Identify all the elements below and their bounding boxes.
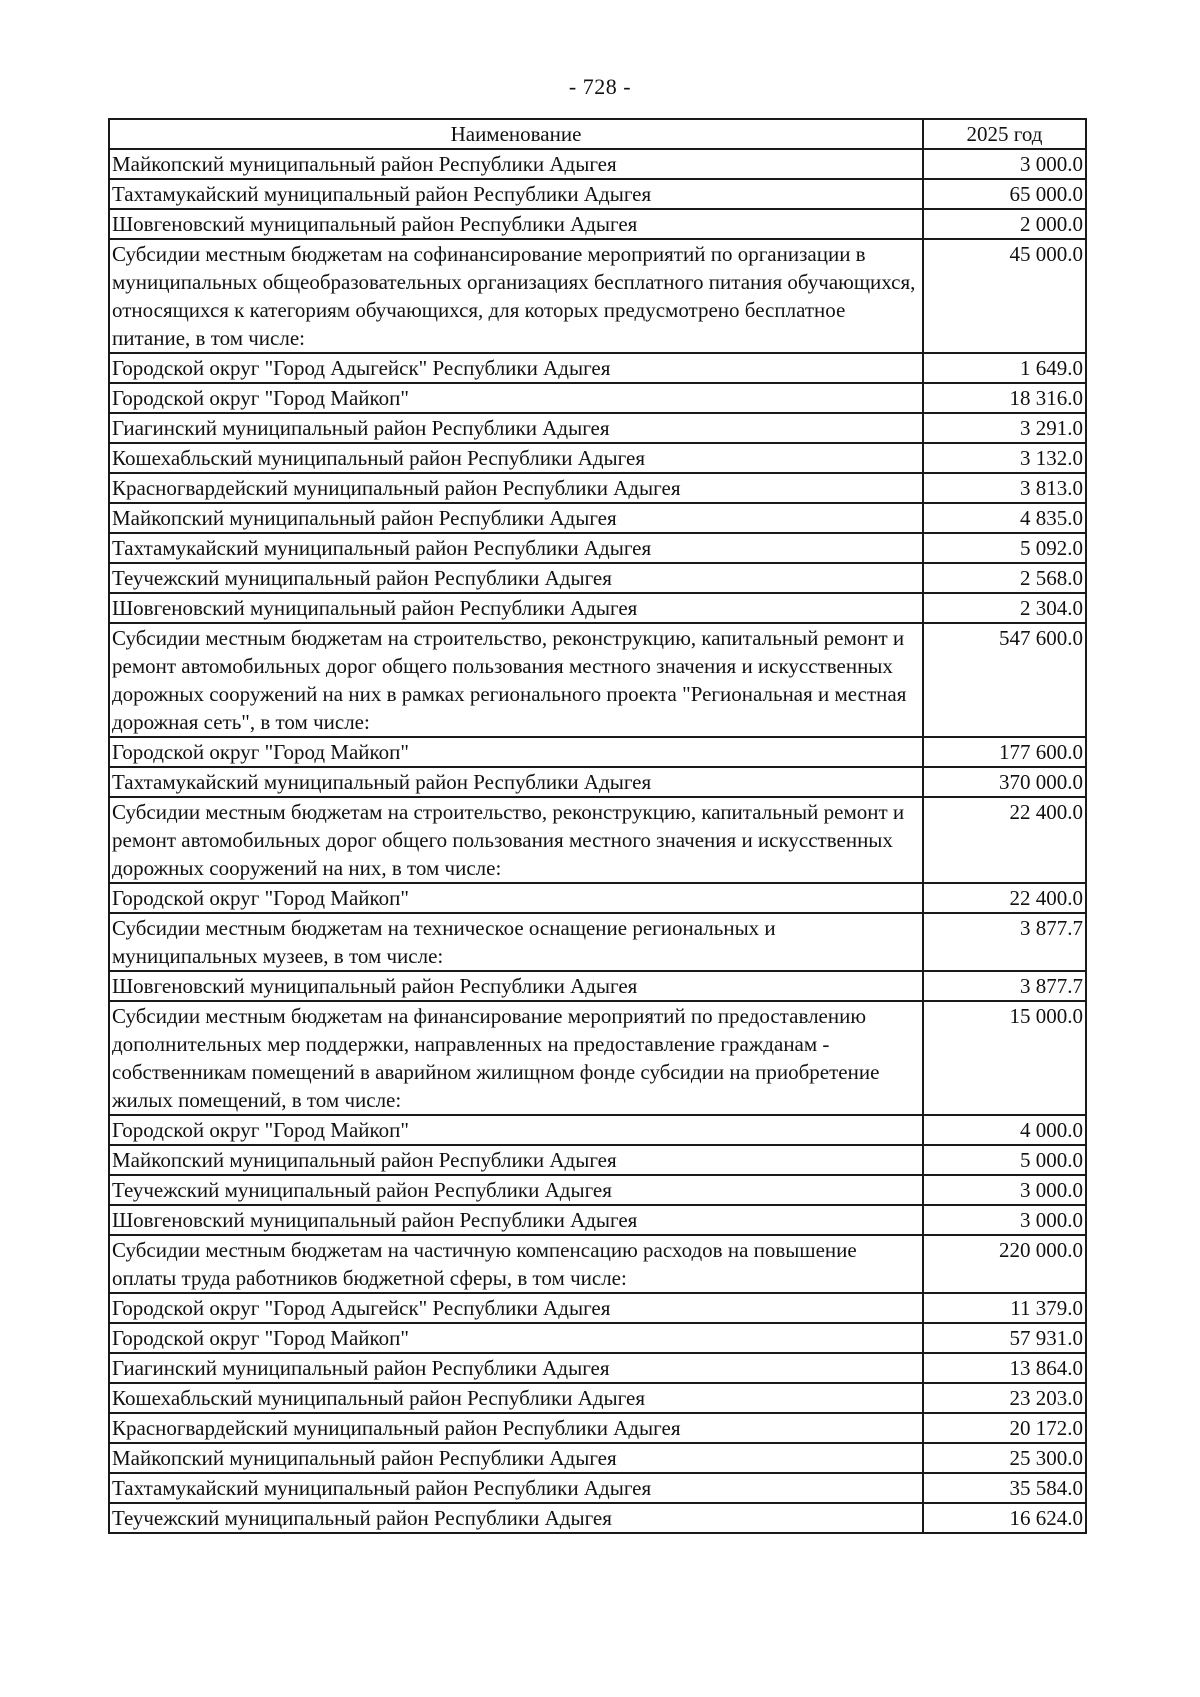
row-value: 11 379.0: [923, 1293, 1086, 1323]
row-value: 3 132.0: [923, 443, 1086, 473]
row-name: Городской округ "Город Майкоп": [109, 383, 923, 413]
row-name: Субсидии местным бюджетам на техническое оснащение региональных и муниципальных музеев, в том числе:: [109, 913, 923, 971]
row-value: 2 568.0: [923, 563, 1086, 593]
row-name: Тахтамукайский муниципальный район Республики Адыгея: [109, 179, 923, 209]
row-name: Майкопский муниципальный район Республики Адыгея: [109, 503, 923, 533]
table-row: [109, 443, 1086, 473]
row-name: Тахтамукайский муниципальный район Республики Адыгея: [109, 533, 923, 563]
table-row: [109, 209, 1086, 239]
table-row: [109, 353, 1086, 383]
row-name: Городской округ "Город Майкоп": [109, 1115, 923, 1145]
row-value: 2 304.0: [923, 593, 1086, 623]
table-row: [109, 1293, 1086, 1323]
row-value: 220 000.0: [923, 1235, 1086, 1293]
row-name: Городской округ "Город Майкоп": [109, 883, 923, 913]
row-name: Городской округ "Город Адыгейск" Республики Адыгея: [109, 353, 923, 383]
table-row: [109, 797, 1086, 883]
row-name: Майкопский муниципальный район Республики Адыгея: [109, 149, 923, 179]
row-name: Теучежский муниципальный район Республики Адыгея: [109, 1175, 923, 1205]
table-row: [109, 1175, 1086, 1205]
row-value: 3 877.7: [923, 913, 1086, 971]
row-value: 370 000.0: [923, 767, 1086, 797]
row-name: Шовгеновский муниципальный район Республики Адыгея: [109, 1205, 923, 1235]
row-value: 5 092.0: [923, 533, 1086, 563]
row-name: Городской округ "Город Адыгейск" Республики Адыгея: [109, 1293, 923, 1323]
table-row: [109, 767, 1086, 797]
row-value: 35 584.0: [923, 1473, 1086, 1503]
row-value: 3 000.0: [923, 149, 1086, 179]
table-row: [109, 533, 1086, 563]
table-row: [109, 623, 1086, 737]
header-year: 2025 год: [923, 119, 1086, 149]
table-row: [109, 1205, 1086, 1235]
row-value: 25 300.0: [923, 1443, 1086, 1473]
row-name: Майкопский муниципальный район Республики Адыгея: [109, 1145, 923, 1175]
table-row: [109, 1503, 1086, 1533]
row-name: Гиагинский муниципальный район Республики Адыгея: [109, 1353, 923, 1383]
table-row: [109, 1443, 1086, 1473]
row-name: Красногвардейский муниципальный район Республики Адыгея: [109, 473, 923, 503]
table-row: [109, 883, 1086, 913]
budget-table: [108, 118, 1087, 1534]
row-name: Гиагинский муниципальный район Республики Адыгея: [109, 413, 923, 443]
row-name: Шовгеновский муниципальный район Республики Адыгея: [109, 209, 923, 239]
table-row: [109, 593, 1086, 623]
table-row: [109, 179, 1086, 209]
table-row: [109, 1001, 1086, 1115]
row-value: 5 000.0: [923, 1145, 1086, 1175]
row-value: 3 877.7: [923, 971, 1086, 1001]
table-row: [109, 239, 1086, 353]
row-value: 4 000.0: [923, 1115, 1086, 1145]
row-value: 3 000.0: [923, 1205, 1086, 1235]
row-value: 22 400.0: [923, 797, 1086, 883]
table-row: [109, 1383, 1086, 1413]
table-row: [109, 383, 1086, 413]
row-name: Субсидии местным бюджетам на финансирование мероприятий по предоставлению дополнительных мер поддержки, направленных на предоставление гражданам - собственникам помещений в аварийном жилищном фонде субсидии на приобретение жилых помещений, в том числе:: [109, 1001, 923, 1115]
row-value: 18 316.0: [923, 383, 1086, 413]
table-header-row: [109, 119, 1086, 149]
row-value: 3 291.0: [923, 413, 1086, 443]
row-name: Шовгеновский муниципальный район Республики Адыгея: [109, 593, 923, 623]
row-value: 2 000.0: [923, 209, 1086, 239]
row-name: Субсидии местным бюджетам на софинансирование мероприятий по организации в муниципальных общеобразовательных организациях бесплатного питания обучающихся, относящихся к категориям обучающихся, для которых предусмотрено бесплатное питание, в том числе:: [109, 239, 923, 353]
row-name: Субсидии местным бюджетам на частичную компенсацию расходов на повышение оплаты труда работников бюджетной сферы, в том числе:: [109, 1235, 923, 1293]
table-row: [109, 971, 1086, 1001]
row-value: 1 649.0: [923, 353, 1086, 383]
row-name: Субсидии местным бюджетам на строительство, реконструкцию, капитальный ремонт и ремонт автомобильных дорог общего пользования местного значения и искусственных дорожных сооружений на них в рамках регионального проекта "Региональная и местная дорожная сеть", в том числе:: [109, 623, 923, 737]
row-value: 3 000.0: [923, 1175, 1086, 1205]
table-row: [109, 737, 1086, 767]
row-value: 177 600.0: [923, 737, 1086, 767]
row-value: 22 400.0: [923, 883, 1086, 913]
row-value: 16 624.0: [923, 1503, 1086, 1533]
row-value: 23 203.0: [923, 1383, 1086, 1413]
row-name: Кошехабльский муниципальный район Республики Адыгея: [109, 1383, 923, 1413]
table-row: [109, 1323, 1086, 1353]
row-value: 3 813.0: [923, 473, 1086, 503]
table-body: [109, 149, 1086, 1533]
row-value: 65 000.0: [923, 179, 1086, 209]
table-row: [109, 503, 1086, 533]
row-name: Городской округ "Город Майкоп": [109, 1323, 923, 1353]
row-name: Кошехабльский муниципальный район Республики Адыгея: [109, 443, 923, 473]
table-row: [109, 1115, 1086, 1145]
table-row: [109, 149, 1086, 179]
table-row: [109, 913, 1086, 971]
row-name: Шовгеновский муниципальный район Республики Адыгея: [109, 971, 923, 1001]
page-number: - 728 -: [568, 74, 632, 99]
row-value: 45 000.0: [923, 239, 1086, 353]
table-row: [109, 563, 1086, 593]
table-row: [109, 473, 1086, 503]
row-value: 15 000.0: [923, 1001, 1086, 1115]
row-name: Тахтамукайский муниципальный район Республики Адыгея: [109, 1473, 923, 1503]
row-name: Майкопский муниципальный район Республики Адыгея: [109, 1443, 923, 1473]
row-name: Тахтамукайский муниципальный район Республики Адыгея: [109, 767, 923, 797]
table-row: [109, 1145, 1086, 1175]
header-name: Наименование: [109, 119, 923, 149]
row-name: Красногвардейский муниципальный район Республики Адыгея: [109, 1413, 923, 1443]
row-name: Субсидии местным бюджетам на строительство, реконструкцию, капитальный ремонт и ремонт автомобильных дорог общего пользования местного значения и искусственных дорожных сооружений на них, в том числе:: [109, 797, 923, 883]
row-value: 547 600.0: [923, 623, 1086, 737]
row-name: Теучежский муниципальный район Республики Адыгея: [109, 563, 923, 593]
row-name: Теучежский муниципальный район Республики Адыгея: [109, 1503, 923, 1533]
table-row: [109, 1473, 1086, 1503]
row-value: 13 864.0: [923, 1353, 1086, 1383]
table-row: [109, 1353, 1086, 1383]
table-row: [109, 1235, 1086, 1293]
row-name: Городской округ "Город Майкоп": [109, 737, 923, 767]
table-row: [109, 413, 1086, 443]
row-value: 4 835.0: [923, 503, 1086, 533]
row-value: 20 172.0: [923, 1413, 1086, 1443]
row-value: 57 931.0: [923, 1323, 1086, 1353]
table-row: [109, 1413, 1086, 1443]
